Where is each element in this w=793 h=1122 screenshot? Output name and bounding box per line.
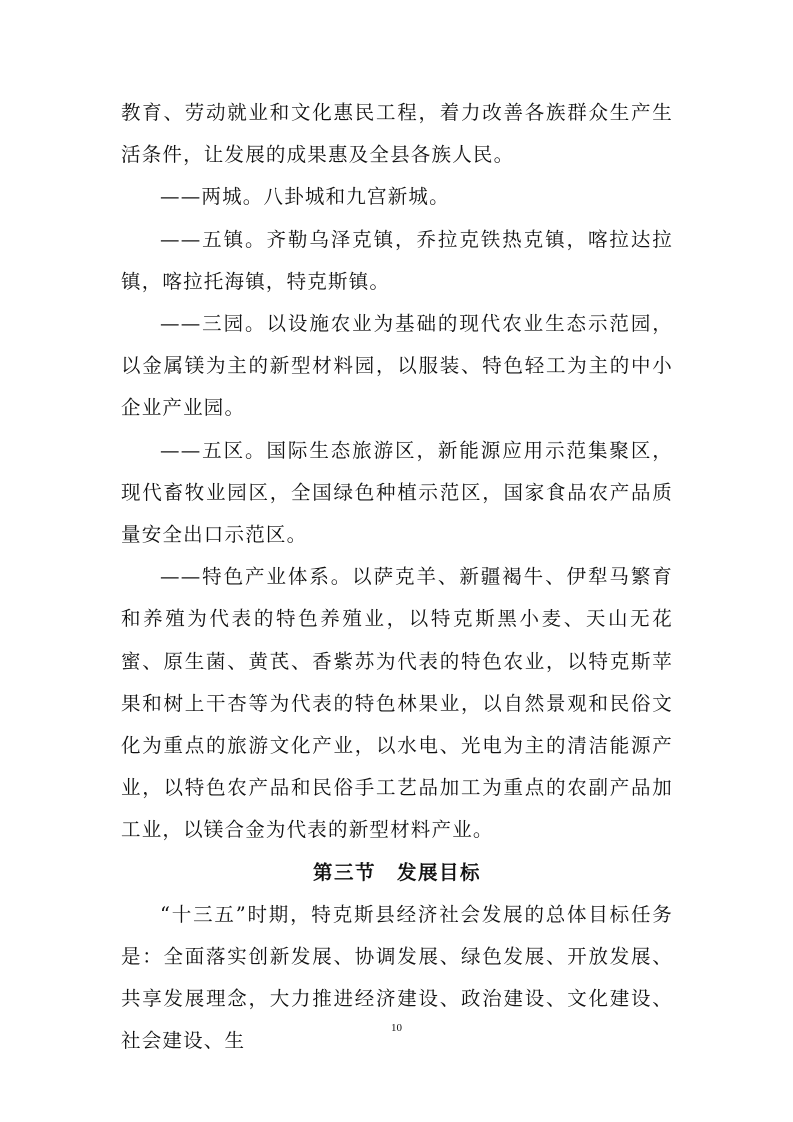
paragraph-five-towns: ——五镇。齐勒乌泽克镇，乔拉克铁热克镇，喀拉达拉镇，喀拉托海镇，特克斯镇。 xyxy=(121,227,673,293)
page-number: 10 xyxy=(391,1022,402,1034)
paragraph-industry-system: ——特色产业体系。以萨克羊、新疆褐牛、伊犁马繁育和养殖为代表的特色养殖业，以特克斯黑小麦、天山无花蜜、原生菌、黄芪、香紫苏为代表的特色农业，以特克斯苹果和树上干杏等为代表的特色林果业，以自然景观和民俗文化为重点的旅游文化产业，以水电、光电为主的清洁能源产业，以特色农产品和民俗手工艺品加工为重点的农副产品加工业，以镁合金为代表的新型材料产业。 xyxy=(121,565,673,842)
paragraph-five-zones: ——五区。国际生态旅游区，新能源应用示范集聚区，现代畜牧业园区，全国绿色种植示范区，国家食品农产品质量安全出口示范区。 xyxy=(121,438,673,547)
section-heading: 第三节 发展目标 xyxy=(312,860,481,884)
paragraph-two-cities: ——两城。八卦城和九宫新城。 xyxy=(160,185,450,209)
paragraph-three-parks: ——三园。以设施农业为基础的现代农业生态示范园，以金属镁为主的新型材料园，以服装、特色轻工为主的中小企业产业园。 xyxy=(121,312,673,420)
paragraph-continuation: 教育、劳动就业和文化惠民工程，着力改善各族群众生产生活条件，让发展的成果惠及全县各族人民。 xyxy=(121,101,673,167)
paragraph-goals: “十三五”时期，特克斯县经济社会发展的总体目标任务是：全面落实创新发展、协调发展、绿色发展、开放发展、共享发展理念，大力推进经济建设、政治建设、文化建设、社会建设、生 xyxy=(121,902,673,1053)
body-text xyxy=(121,92,673,1063)
